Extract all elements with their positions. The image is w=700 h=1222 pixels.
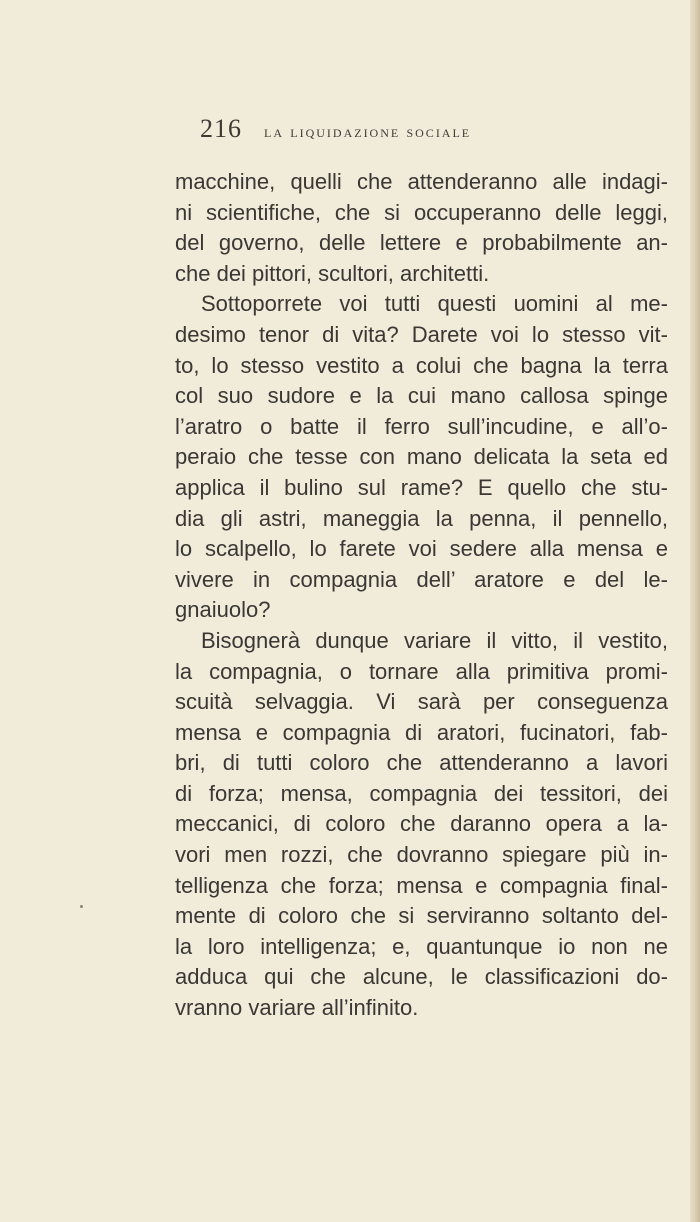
text-line: desimo tenor di vita? Darete voi lo stesso vit- — [175, 321, 668, 347]
text-line: meccanici, di coloro che daranno opera a la- — [175, 811, 668, 837]
text-line: l’aratro o batte il ferro sull’incudine, e all’o- — [175, 413, 668, 439]
text-line: Sottoporrete voi tutti questi uomini al me- — [201, 291, 668, 317]
text-line: vranno variare all’infinito. — [175, 995, 419, 1021]
page-header — [200, 114, 471, 144]
text-line: scuità selvaggia. Vi sarà per conseguenza — [175, 689, 668, 715]
text-line: lo scalpello, lo farete voi sedere alla mensa e — [175, 536, 668, 562]
text-line: vivere in compagnia dell’ aratore e del le- — [175, 566, 668, 592]
running-title: la liquidazione sociale — [264, 122, 472, 141]
text-line: la compagnia, o tornare alla primitiva promi- — [175, 658, 668, 684]
text-line: Bisognerà dunque variare il vitto, il vestito, — [201, 627, 668, 653]
paragraph — [175, 167, 668, 289]
page-edge — [690, 0, 700, 1222]
text-line: applica il bulino sul rame? E quello che stu- — [175, 474, 668, 500]
text-line: la loro intelligenza; e, quantunque io non ne — [175, 933, 668, 959]
text-line: dia gli astri, maneggia la penna, il pennello, — [175, 505, 668, 531]
text-line: macchine, quelli che attenderanno alle indagi- — [175, 169, 668, 194]
text-line: che dei pittori, scultori, architetti. — [175, 260, 490, 286]
text-line: del governo, delle lettere e probabilmente an- — [175, 230, 668, 256]
text-line: gnaiuolo? — [175, 597, 271, 623]
page-number: 216 — [200, 114, 242, 143]
text-line: col suo sudore e la cui mano callosa spinge — [175, 383, 668, 409]
paragraph — [175, 289, 668, 626]
text-line: di forza; mensa, compagnia dei tessitori, dei — [175, 780, 668, 806]
body-text — [175, 167, 668, 1024]
text-line: mensa e compagnia di aratori, fucinatori, fab- — [175, 719, 668, 745]
text-line: telligenza che forza; mensa e compagnia final- — [175, 872, 668, 898]
text-line: peraio che tesse con mano delicata la seta ed — [175, 444, 668, 470]
text-line: ni scientifiche, che si occuperanno delle leggi, — [175, 199, 668, 225]
paragraph — [175, 626, 668, 1024]
text-line: vori men rozzi, che dovranno spiegare più in- — [175, 842, 668, 868]
text-line: adduca qui che alcune, le classificazioni do- — [175, 964, 668, 990]
text-line: mente di coloro che si serviranno soltanto del- — [175, 903, 668, 929]
text-line: to, lo stesso vestito a colui che bagna la terra — [175, 352, 668, 378]
paper-speck — [80, 905, 83, 908]
text-line: bri, di tutti coloro che attenderanno a lavori — [175, 750, 668, 776]
